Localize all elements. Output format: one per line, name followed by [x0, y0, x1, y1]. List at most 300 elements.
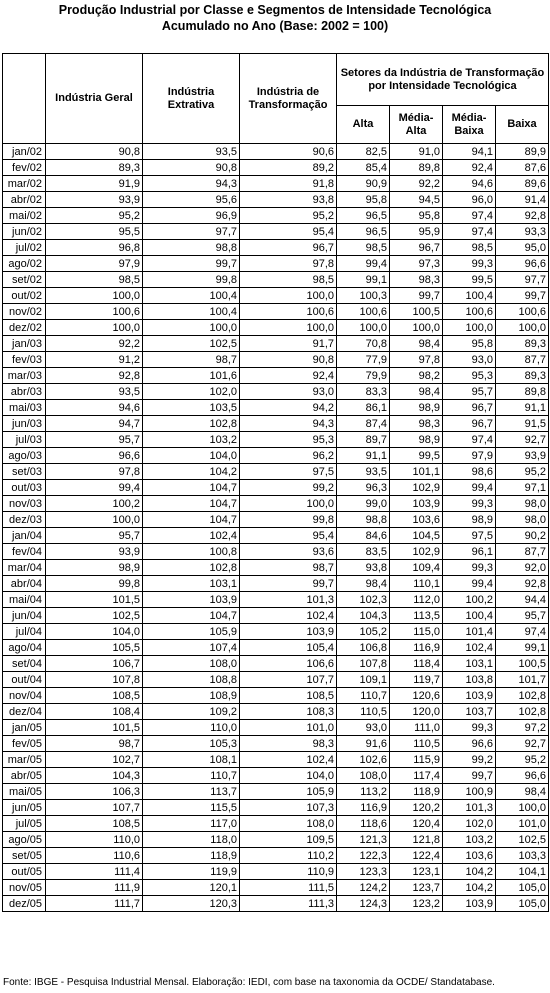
- cell-alta: 110,7: [337, 688, 390, 704]
- table-row: [3, 368, 549, 384]
- header-industria-extrativa: Indústria Extrativa: [143, 54, 240, 144]
- cell-month: fev/04: [3, 544, 46, 560]
- cell-industria-geral: 92,8: [46, 368, 143, 384]
- cell-month: jul/03: [3, 432, 46, 448]
- cell-industria-geral: 95,5: [46, 224, 143, 240]
- cell-month: jul/02: [3, 240, 46, 256]
- cell-baixa: 104,1: [496, 864, 549, 880]
- header-media-baixa: Média-Baixa: [443, 106, 496, 144]
- cell-industria-extrativa: 103,5: [143, 400, 240, 416]
- table-row: [3, 352, 549, 368]
- cell-industria-extrativa: 108,1: [143, 752, 240, 768]
- cell-industria-extrativa: 102,4: [143, 528, 240, 544]
- cell-media-baixa: 100,6: [443, 304, 496, 320]
- cell-industria-extrativa: 102,8: [143, 560, 240, 576]
- cell-month: out/03: [3, 480, 46, 496]
- cell-media-baixa: 99,3: [443, 560, 496, 576]
- table-row: [3, 784, 549, 800]
- cell-industria-transformacao: 102,4: [240, 608, 337, 624]
- cell-industria-extrativa: 108,9: [143, 688, 240, 704]
- cell-industria-geral: 102,5: [46, 608, 143, 624]
- cell-media-alta: 100,0: [390, 320, 443, 336]
- cell-media-alta: 115,0: [390, 624, 443, 640]
- cell-alta: 116,9: [337, 800, 390, 816]
- cell-industria-geral: 95,7: [46, 528, 143, 544]
- header-media-alta: Média-Alta: [390, 106, 443, 144]
- cell-media-baixa: 99,3: [443, 256, 496, 272]
- cell-industria-extrativa: 118,0: [143, 832, 240, 848]
- table-row: [3, 336, 549, 352]
- table-row: [3, 800, 549, 816]
- cell-month: jun/02: [3, 224, 46, 240]
- cell-media-baixa: 92,4: [443, 160, 496, 176]
- cell-month: set/03: [3, 464, 46, 480]
- cell-alta: 83,3: [337, 384, 390, 400]
- cell-month: mar/05: [3, 752, 46, 768]
- cell-media-alta: 122,4: [390, 848, 443, 864]
- cell-baixa: 101,0: [496, 816, 549, 832]
- header-month-blank: [3, 54, 46, 144]
- cell-month: abr/03: [3, 384, 46, 400]
- cell-industria-extrativa: 104,7: [143, 608, 240, 624]
- cell-baixa: 91,5: [496, 416, 549, 432]
- cell-media-baixa: 100,4: [443, 608, 496, 624]
- cell-industria-transformacao: 101,3: [240, 592, 337, 608]
- cell-industria-transformacao: 95,3: [240, 432, 337, 448]
- cell-industria-extrativa: 120,1: [143, 880, 240, 896]
- cell-industria-geral: 93,9: [46, 192, 143, 208]
- cell-month: jul/05: [3, 816, 46, 832]
- cell-media-alta: 98,2: [390, 368, 443, 384]
- cell-alta: 96,3: [337, 480, 390, 496]
- cell-media-alta: 97,3: [390, 256, 443, 272]
- cell-media-baixa: 100,0: [443, 320, 496, 336]
- cell-industria-geral: 96,8: [46, 240, 143, 256]
- cell-month: dez/04: [3, 704, 46, 720]
- header-setores-group: Setores da Indústria de Transformação por Intensidade Tecnológica: [337, 54, 549, 106]
- table-row: [3, 272, 549, 288]
- cell-industria-transformacao: 110,2: [240, 848, 337, 864]
- table-row: [3, 176, 549, 192]
- cell-alta: 98,5: [337, 240, 390, 256]
- table-row: [3, 848, 549, 864]
- cell-industria-geral: 95,7: [46, 432, 143, 448]
- table-title: [0, 2, 550, 34]
- cell-industria-geral: 93,5: [46, 384, 143, 400]
- cell-month: dez/03: [3, 512, 46, 528]
- cell-industria-extrativa: 108,8: [143, 672, 240, 688]
- cell-industria-transformacao: 93,0: [240, 384, 337, 400]
- cell-media-alta: 95,8: [390, 208, 443, 224]
- cell-alta: 96,5: [337, 224, 390, 240]
- source-note: Fonte: IBGE - Pesquisa Industrial Mensal. Elaboração: IEDI, com base na taxonomia da OCDE/ Standatabase.: [3, 977, 495, 988]
- cell-industria-transformacao: 98,5: [240, 272, 337, 288]
- cell-industria-transformacao: 103,9: [240, 624, 337, 640]
- cell-month: out/05: [3, 864, 46, 880]
- cell-month: jun/03: [3, 416, 46, 432]
- cell-media-alta: 118,9: [390, 784, 443, 800]
- table-row: [3, 592, 549, 608]
- cell-media-alta: 112,0: [390, 592, 443, 608]
- cell-baixa: 99,1: [496, 640, 549, 656]
- cell-media-alta: 91,0: [390, 144, 443, 160]
- cell-media-alta: 104,5: [390, 528, 443, 544]
- cell-baixa: 103,3: [496, 848, 549, 864]
- cell-industria-transformacao: 110,9: [240, 864, 337, 880]
- cell-industria-transformacao: 96,7: [240, 240, 337, 256]
- cell-media-alta: 100,5: [390, 304, 443, 320]
- cell-industria-geral: 91,2: [46, 352, 143, 368]
- cell-industria-extrativa: 102,5: [143, 336, 240, 352]
- cell-media-baixa: 97,4: [443, 224, 496, 240]
- title-line-1: Produção Industrial por Classe e Segmentos de Intensidade Tecnológica: [58, 3, 492, 17]
- cell-alta: 99,4: [337, 256, 390, 272]
- cell-alta: 110,5: [337, 704, 390, 720]
- cell-media-alta: 97,8: [390, 352, 443, 368]
- table-row: [3, 400, 549, 416]
- cell-media-baixa: 94,6: [443, 176, 496, 192]
- cell-alta: 99,0: [337, 496, 390, 512]
- cell-baixa: 96,6: [496, 256, 549, 272]
- cell-industria-extrativa: 120,3: [143, 896, 240, 912]
- cell-media-alta: 89,8: [390, 160, 443, 176]
- cell-alta: 113,2: [337, 784, 390, 800]
- cell-industria-extrativa: 104,2: [143, 464, 240, 480]
- cell-industria-transformacao: 111,3: [240, 896, 337, 912]
- cell-industria-extrativa: 93,5: [143, 144, 240, 160]
- cell-industria-extrativa: 97,7: [143, 224, 240, 240]
- cell-baixa: 87,7: [496, 352, 549, 368]
- cell-baixa: 100,0: [496, 800, 549, 816]
- cell-industria-geral: 100,6: [46, 304, 143, 320]
- cell-baixa: 105,0: [496, 880, 549, 896]
- cell-baixa: 98,0: [496, 512, 549, 528]
- cell-industria-extrativa: 101,6: [143, 368, 240, 384]
- cell-month: set/02: [3, 272, 46, 288]
- table-row: [3, 416, 549, 432]
- cell-alta: 86,1: [337, 400, 390, 416]
- cell-month: set/05: [3, 848, 46, 864]
- cell-industria-extrativa: 100,4: [143, 288, 240, 304]
- cell-alta: 95,8: [337, 192, 390, 208]
- cell-industria-transformacao: 101,0: [240, 720, 337, 736]
- cell-industria-transformacao: 95,2: [240, 208, 337, 224]
- table-row: [3, 704, 549, 720]
- table-row: [3, 608, 549, 624]
- cell-industria-extrativa: 103,1: [143, 576, 240, 592]
- cell-alta: 98,8: [337, 512, 390, 528]
- cell-baixa: 92,7: [496, 432, 549, 448]
- table-row: [3, 656, 549, 672]
- cell-media-baixa: 97,4: [443, 432, 496, 448]
- cell-industria-extrativa: 99,8: [143, 272, 240, 288]
- cell-industria-extrativa: 119,9: [143, 864, 240, 880]
- cell-industria-geral: 94,7: [46, 416, 143, 432]
- cell-media-alta: 103,9: [390, 496, 443, 512]
- cell-media-alta: 109,4: [390, 560, 443, 576]
- cell-month: ago/03: [3, 448, 46, 464]
- cell-industria-extrativa: 100,4: [143, 304, 240, 320]
- cell-alta: 77,9: [337, 352, 390, 368]
- cell-alta: 93,5: [337, 464, 390, 480]
- header-alta: Alta: [337, 106, 390, 144]
- cell-media-baixa: 104,2: [443, 880, 496, 896]
- cell-industria-extrativa: 104,7: [143, 496, 240, 512]
- cell-industria-transformacao: 99,7: [240, 576, 337, 592]
- cell-baixa: 89,3: [496, 336, 549, 352]
- cell-media-baixa: 95,3: [443, 368, 496, 384]
- cell-baixa: 102,5: [496, 832, 549, 848]
- cell-alta: 90,9: [337, 176, 390, 192]
- cell-alta: 100,3: [337, 288, 390, 304]
- cell-industria-transformacao: 89,2: [240, 160, 337, 176]
- cell-media-baixa: 99,4: [443, 480, 496, 496]
- cell-alta: 123,3: [337, 864, 390, 880]
- cell-month: jan/03: [3, 336, 46, 352]
- cell-industria-geral: 100,0: [46, 320, 143, 336]
- cell-industria-transformacao: 100,0: [240, 320, 337, 336]
- cell-media-baixa: 99,2: [443, 752, 496, 768]
- cell-baixa: 92,8: [496, 576, 549, 592]
- table-row: [3, 320, 549, 336]
- table-row: [3, 736, 549, 752]
- cell-media-baixa: 103,7: [443, 704, 496, 720]
- cell-industria-transformacao: 97,5: [240, 464, 337, 480]
- cell-baixa: 102,8: [496, 688, 549, 704]
- cell-baixa: 95,7: [496, 608, 549, 624]
- table-row: [3, 672, 549, 688]
- cell-alta: 87,4: [337, 416, 390, 432]
- cell-alta: 83,5: [337, 544, 390, 560]
- cell-media-baixa: 99,4: [443, 576, 496, 592]
- cell-media-baixa: 99,7: [443, 768, 496, 784]
- cell-industria-extrativa: 104,7: [143, 480, 240, 496]
- cell-industria-extrativa: 100,0: [143, 320, 240, 336]
- header-industria-geral: Indústria Geral: [46, 54, 143, 144]
- cell-alta: 93,8: [337, 560, 390, 576]
- table-row: [3, 304, 549, 320]
- cell-month: ago/05: [3, 832, 46, 848]
- cell-media-baixa: 103,9: [443, 896, 496, 912]
- table-row: [3, 864, 549, 880]
- cell-media-alta: 101,1: [390, 464, 443, 480]
- cell-industria-geral: 91,9: [46, 176, 143, 192]
- cell-alta: 122,3: [337, 848, 390, 864]
- cell-alta: 108,0: [337, 768, 390, 784]
- cell-media-alta: 99,7: [390, 288, 443, 304]
- cell-industria-transformacao: 91,8: [240, 176, 337, 192]
- cell-baixa: 91,4: [496, 192, 549, 208]
- cell-industria-extrativa: 102,0: [143, 384, 240, 400]
- cell-baixa: 87,7: [496, 544, 549, 560]
- cell-media-alta: 98,4: [390, 336, 443, 352]
- cell-industria-transformacao: 109,5: [240, 832, 337, 848]
- cell-industria-transformacao: 100,0: [240, 496, 337, 512]
- cell-month: out/02: [3, 288, 46, 304]
- cell-industria-transformacao: 100,0: [240, 288, 337, 304]
- cell-industria-transformacao: 102,4: [240, 752, 337, 768]
- title-line-2: Acumulado no Ano (Base: 2002 = 100): [161, 19, 389, 33]
- cell-industria-geral: 108,5: [46, 816, 143, 832]
- cell-industria-transformacao: 98,3: [240, 736, 337, 752]
- cell-industria-geral: 92,2: [46, 336, 143, 352]
- table-row: [3, 720, 549, 736]
- cell-media-alta: 103,6: [390, 512, 443, 528]
- table-row: [3, 560, 549, 576]
- table-row: [3, 624, 549, 640]
- table-row: [3, 896, 549, 912]
- cell-industria-geral: 98,9: [46, 560, 143, 576]
- cell-media-alta: 92,2: [390, 176, 443, 192]
- cell-alta: 118,6: [337, 816, 390, 832]
- cell-industria-geral: 105,5: [46, 640, 143, 656]
- cell-month: mai/04: [3, 592, 46, 608]
- table-row: [3, 576, 549, 592]
- cell-baixa: 89,3: [496, 368, 549, 384]
- table-row: [3, 192, 549, 208]
- cell-industria-transformacao: 111,5: [240, 880, 337, 896]
- cell-media-alta: 98,3: [390, 416, 443, 432]
- cell-industria-geral: 107,8: [46, 672, 143, 688]
- cell-media-baixa: 96,0: [443, 192, 496, 208]
- cell-media-baixa: 103,6: [443, 848, 496, 864]
- cell-industria-geral: 104,3: [46, 768, 143, 784]
- cell-industria-transformacao: 92,4: [240, 368, 337, 384]
- cell-media-alta: 113,5: [390, 608, 443, 624]
- cell-baixa: 92,7: [496, 736, 549, 752]
- cell-industria-transformacao: 94,3: [240, 416, 337, 432]
- cell-media-baixa: 96,1: [443, 544, 496, 560]
- cell-industria-geral: 100,0: [46, 512, 143, 528]
- cell-month: set/04: [3, 656, 46, 672]
- cell-media-baixa: 96,6: [443, 736, 496, 752]
- cell-media-alta: 123,2: [390, 896, 443, 912]
- cell-baixa: 96,6: [496, 768, 549, 784]
- cell-month: ago/04: [3, 640, 46, 656]
- cell-media-baixa: 99,5: [443, 272, 496, 288]
- table-row: [3, 640, 549, 656]
- table-row: [3, 448, 549, 464]
- cell-industria-transformacao: 108,3: [240, 704, 337, 720]
- production-table: [2, 53, 549, 912]
- cell-industria-geral: 110,0: [46, 832, 143, 848]
- cell-media-baixa: 97,9: [443, 448, 496, 464]
- cell-alta: 106,8: [337, 640, 390, 656]
- cell-baixa: 95,2: [496, 464, 549, 480]
- cell-month: nov/05: [3, 880, 46, 896]
- cell-media-alta: 118,4: [390, 656, 443, 672]
- cell-media-alta: 120,0: [390, 704, 443, 720]
- cell-month: mar/02: [3, 176, 46, 192]
- cell-industria-extrativa: 117,0: [143, 816, 240, 832]
- cell-media-alta: 123,7: [390, 880, 443, 896]
- cell-industria-extrativa: 109,2: [143, 704, 240, 720]
- cell-alta: 91,1: [337, 448, 390, 464]
- cell-industria-transformacao: 106,6: [240, 656, 337, 672]
- cell-month: mai/03: [3, 400, 46, 416]
- cell-baixa: 89,9: [496, 144, 549, 160]
- cell-industria-transformacao: 108,5: [240, 688, 337, 704]
- cell-media-baixa: 98,9: [443, 512, 496, 528]
- cell-media-baixa: 97,5: [443, 528, 496, 544]
- cell-industria-geral: 89,3: [46, 160, 143, 176]
- cell-baixa: 93,9: [496, 448, 549, 464]
- cell-industria-geral: 101,5: [46, 592, 143, 608]
- cell-industria-extrativa: 90,8: [143, 160, 240, 176]
- cell-baixa: 94,4: [496, 592, 549, 608]
- table-row: [3, 432, 549, 448]
- cell-media-alta: 98,3: [390, 272, 443, 288]
- cell-media-alta: 120,4: [390, 816, 443, 832]
- cell-media-baixa: 100,2: [443, 592, 496, 608]
- table-row: [3, 208, 549, 224]
- cell-industria-extrativa: 105,3: [143, 736, 240, 752]
- cell-industria-transformacao: 90,6: [240, 144, 337, 160]
- cell-industria-transformacao: 108,0: [240, 816, 337, 832]
- cell-alta: 98,4: [337, 576, 390, 592]
- table-row: [3, 288, 549, 304]
- cell-month: nov/02: [3, 304, 46, 320]
- cell-baixa: 87,6: [496, 160, 549, 176]
- cell-industria-extrativa: 115,5: [143, 800, 240, 816]
- cell-media-alta: 111,0: [390, 720, 443, 736]
- cell-industria-geral: 111,4: [46, 864, 143, 880]
- cell-media-alta: 123,1: [390, 864, 443, 880]
- cell-industria-extrativa: 99,7: [143, 256, 240, 272]
- cell-month: mai/05: [3, 784, 46, 800]
- cell-industria-transformacao: 95,4: [240, 224, 337, 240]
- cell-month: mai/02: [3, 208, 46, 224]
- table-row: [3, 160, 549, 176]
- cell-baixa: 92,8: [496, 208, 549, 224]
- cell-month: fev/03: [3, 352, 46, 368]
- cell-media-baixa: 101,4: [443, 624, 496, 640]
- cell-industria-extrativa: 102,8: [143, 416, 240, 432]
- cell-alta: 124,2: [337, 880, 390, 896]
- cell-alta: 124,3: [337, 896, 390, 912]
- cell-alta: 91,6: [337, 736, 390, 752]
- cell-alta: 82,5: [337, 144, 390, 160]
- cell-media-alta: 121,8: [390, 832, 443, 848]
- cell-industria-geral: 95,2: [46, 208, 143, 224]
- cell-industria-extrativa: 107,4: [143, 640, 240, 656]
- cell-industria-extrativa: 104,0: [143, 448, 240, 464]
- table-row: [3, 256, 549, 272]
- cell-media-alta: 120,2: [390, 800, 443, 816]
- cell-industria-geral: 108,4: [46, 704, 143, 720]
- cell-industria-extrativa: 108,0: [143, 656, 240, 672]
- cell-media-baixa: 94,1: [443, 144, 496, 160]
- cell-baixa: 99,7: [496, 288, 549, 304]
- cell-alta: 79,9: [337, 368, 390, 384]
- cell-month: abr/05: [3, 768, 46, 784]
- cell-media-baixa: 103,2: [443, 832, 496, 848]
- cell-baixa: 97,7: [496, 272, 549, 288]
- cell-media-alta: 120,6: [390, 688, 443, 704]
- cell-media-baixa: 104,2: [443, 864, 496, 880]
- cell-media-baixa: 98,5: [443, 240, 496, 256]
- cell-industria-geral: 111,7: [46, 896, 143, 912]
- cell-media-baixa: 99,3: [443, 496, 496, 512]
- cell-media-alta: 102,9: [390, 480, 443, 496]
- header-baixa: Baixa: [496, 106, 549, 144]
- cell-industria-geral: 98,5: [46, 272, 143, 288]
- cell-month: dez/05: [3, 896, 46, 912]
- table-row: [3, 688, 549, 704]
- cell-alta: 107,8: [337, 656, 390, 672]
- cell-media-alta: 119,7: [390, 672, 443, 688]
- cell-industria-transformacao: 93,8: [240, 192, 337, 208]
